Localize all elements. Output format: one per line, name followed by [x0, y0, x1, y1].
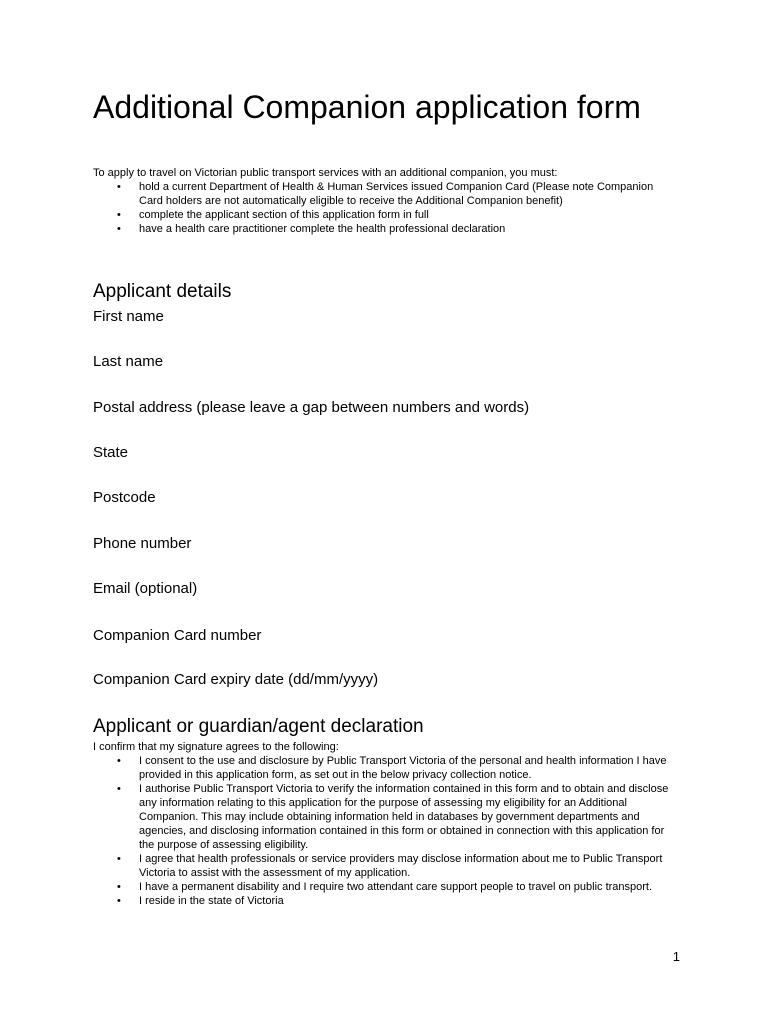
requirements-list: [93, 180, 676, 236]
bullet-icon: •: [117, 881, 121, 893]
list-item: [93, 852, 676, 880]
companion-card-number-label: Companion Card number: [93, 627, 262, 644]
phone-number-label: Phone number: [93, 535, 192, 552]
declaration-intro: I confirm that my signature agrees to the following:: [93, 741, 339, 753]
email-label: Email (optional): [93, 580, 198, 597]
postcode-label: Postcode: [93, 489, 156, 506]
declaration-heading: Applicant or guardian/agent declaration: [93, 716, 424, 737]
list-item: [93, 894, 676, 908]
bullet-icon: •: [117, 209, 121, 221]
bullet-icon: •: [117, 895, 121, 907]
list-item-text: complete the applicant section of this application form in full: [139, 209, 429, 221]
list-item-text: hold a current Department of Health & Human Services issued Companion Card (Please note Companion Card holders are not automatically eligible to receive the Additional Companion benefit): [139, 181, 654, 207]
list-item-text: I reside in the state of Victoria: [139, 895, 284, 907]
list-item: [93, 222, 676, 236]
declaration-list: [93, 754, 676, 908]
page-title: Additional Companion application form: [93, 89, 641, 125]
list-item: [93, 880, 676, 894]
list-item: [93, 782, 676, 852]
bullet-icon: •: [117, 223, 121, 235]
list-item: [93, 208, 676, 222]
list-item-text: I authorise Public Transport Victoria to verify the information contained in this form and to obtain and disclose any information relating to this application for the purpose of assessing my eligibility for an Additional Companion. This may include obtaining information held in databases by government departments and agencies, and disclosing information contained in this form or obtained in connection with this application for the purpose of assessing eligibility.: [139, 783, 669, 851]
list-item: [93, 754, 676, 782]
last-name-label: Last name: [93, 353, 164, 370]
page-number: 1: [672, 949, 680, 964]
bullet-icon: •: [117, 853, 121, 865]
first-name-label: First name: [93, 308, 164, 325]
list-item-text: I have a permanent disability and I require two attendant care support people to travel on public transport.: [139, 881, 653, 893]
list-item-text: I agree that health professionals or service providers may disclose information about me to Public Transport Victoria to assist with the assessment of my application.: [139, 853, 663, 879]
companion-card-expiry-label: Companion Card expiry date (dd/mm/yyyy): [93, 671, 379, 688]
applicant-details-heading: Applicant details: [93, 281, 232, 302]
state-label: State: [93, 444, 129, 461]
postal-address-label: Postal address (please leave a gap between numbers and words): [93, 399, 530, 416]
list-item-text: have a health care practitioner complete the health professional declaration: [139, 223, 506, 235]
list-item: [93, 180, 676, 208]
bullet-icon: •: [117, 755, 121, 767]
list-item-text: I consent to the use and disclosure by Public Transport Victoria of the personal and health information I have provided in this application form, as set out in the below privacy collection notice.: [139, 755, 667, 781]
bullet-icon: •: [117, 181, 121, 193]
intro-text: To apply to travel on Victorian public transport services with an additional companion, you must:: [93, 167, 558, 179]
bullet-icon: •: [117, 783, 121, 795]
